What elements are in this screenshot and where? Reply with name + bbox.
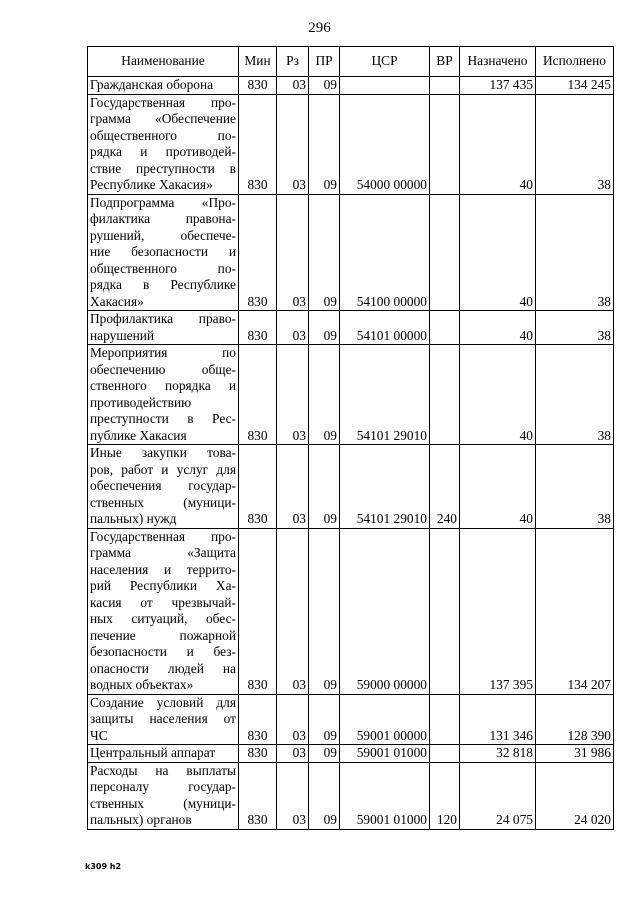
cell-assigned: 40 bbox=[460, 445, 536, 529]
cell-name bbox=[88, 194, 239, 311]
cell-executed: 134 245 bbox=[536, 77, 614, 95]
name-line: общественного по- bbox=[90, 127, 236, 143]
cell-vr bbox=[430, 311, 460, 345]
cell-pr: 09 bbox=[309, 345, 340, 445]
cell-rz: 03 bbox=[277, 94, 309, 194]
table-row bbox=[88, 445, 614, 529]
cell-executed: 38 bbox=[536, 345, 614, 445]
cell-min: 830 bbox=[239, 694, 277, 745]
name-line: Республике Хакасия» bbox=[90, 177, 213, 192]
cell-executed: 38 bbox=[536, 194, 614, 311]
cell-executed: 38 bbox=[536, 94, 614, 194]
cell-pr: 09 bbox=[309, 94, 340, 194]
name-line: противодействию bbox=[90, 394, 192, 410]
cell-rz: 03 bbox=[277, 194, 309, 311]
table-row bbox=[88, 311, 614, 345]
name-line: водных объектах» bbox=[90, 677, 194, 692]
name-line: рий Республики Ха- bbox=[90, 578, 236, 593]
name-line: Подпрограмма «Про- bbox=[90, 194, 236, 210]
cell-vr: 120 bbox=[430, 762, 460, 829]
cell-pr: 09 bbox=[309, 762, 340, 829]
cell-assigned: 24 075 bbox=[460, 762, 536, 829]
name-line: защиты населения от bbox=[90, 711, 236, 726]
header-vr: ВР bbox=[430, 47, 460, 77]
cell-min: 830 bbox=[239, 94, 277, 194]
table-row bbox=[88, 194, 614, 311]
header-assigned: Назначено bbox=[460, 47, 536, 77]
cell-csr: 59001 00000 bbox=[340, 694, 430, 745]
table-row bbox=[88, 745, 614, 763]
cell-csr: 54100 00000 bbox=[340, 194, 430, 311]
table-row bbox=[88, 694, 614, 745]
name-line: Иные закупки това- bbox=[90, 445, 236, 460]
budget-table bbox=[87, 46, 614, 830]
cell-vr bbox=[430, 694, 460, 745]
cell-csr: 54101 00000 bbox=[340, 311, 430, 345]
name-line: касия от чрезвычай- bbox=[90, 594, 236, 610]
cell-rz: 03 bbox=[277, 311, 309, 345]
cell-pr: 09 bbox=[309, 528, 340, 694]
cell-min: 830 bbox=[239, 311, 277, 345]
name-line: ственного порядка и bbox=[90, 378, 236, 393]
cell-rz: 03 bbox=[277, 694, 309, 745]
cell-min: 830 bbox=[239, 194, 277, 311]
cell-min: 830 bbox=[239, 445, 277, 529]
cell-vr bbox=[430, 194, 460, 311]
cell-rz: 03 bbox=[277, 77, 309, 95]
name-line: общественного по- bbox=[90, 260, 236, 276]
cell-min: 830 bbox=[239, 762, 277, 829]
cell-name bbox=[88, 445, 239, 529]
cell-name bbox=[88, 77, 239, 95]
name-line: персоналу государ- bbox=[90, 779, 236, 794]
name-line: публике Хакасия bbox=[90, 427, 187, 443]
cell-name bbox=[88, 94, 239, 194]
name-line: ных ситуаций, обес- bbox=[90, 611, 236, 626]
cell-assigned: 40 bbox=[460, 94, 536, 194]
cell-name bbox=[88, 694, 239, 745]
cell-vr bbox=[430, 528, 460, 694]
cell-name bbox=[88, 345, 239, 445]
cell-assigned: 40 bbox=[460, 194, 536, 311]
name-line: Государственная про- bbox=[90, 528, 236, 544]
name-line: Центральный аппарат bbox=[90, 745, 216, 760]
cell-assigned: 137 435 bbox=[460, 77, 536, 95]
name-line: Создание условий для bbox=[90, 694, 236, 710]
header-min: Мин bbox=[239, 47, 277, 77]
name-line: безопасности и без- bbox=[90, 644, 236, 659]
name-line: ственных (муници- bbox=[90, 494, 236, 510]
table-row bbox=[88, 762, 614, 829]
cell-min: 830 bbox=[239, 528, 277, 694]
name-line: преступности в Рес- bbox=[90, 411, 236, 426]
page-number: 296 bbox=[308, 20, 331, 36]
cell-pr: 09 bbox=[309, 311, 340, 345]
cell-assigned: 32 818 bbox=[460, 745, 536, 763]
cell-assigned: 40 bbox=[460, 311, 536, 345]
cell-pr: 09 bbox=[309, 445, 340, 529]
footer-code: k309 h2 bbox=[85, 862, 122, 871]
table-row bbox=[88, 94, 614, 194]
name-line: опасности людей на bbox=[90, 660, 236, 676]
name-line: ствие преступности в bbox=[90, 160, 236, 176]
cell-name bbox=[88, 528, 239, 694]
name-line: обеспечения государ- bbox=[90, 478, 236, 493]
cell-name bbox=[88, 745, 239, 763]
name-line: ров, работ и услуг для bbox=[90, 461, 236, 477]
header-csr: ЦСР bbox=[340, 47, 430, 77]
cell-vr bbox=[430, 345, 460, 445]
cell-assigned: 137 395 bbox=[460, 528, 536, 694]
cell-vr bbox=[430, 745, 460, 763]
cell-pr: 09 bbox=[309, 745, 340, 763]
header-name: Наименование bbox=[88, 47, 239, 77]
cell-executed: 31 986 bbox=[536, 745, 614, 763]
name-line: нарушений bbox=[90, 327, 155, 343]
cell-rz: 03 bbox=[277, 345, 309, 445]
cell-rz: 03 bbox=[277, 445, 309, 529]
name-line: ние безопасности и bbox=[90, 244, 236, 259]
name-line: рядка в Республике bbox=[90, 277, 236, 292]
cell-assigned: 40 bbox=[460, 345, 536, 445]
cell-pr: 09 bbox=[309, 694, 340, 745]
header-rz: Рз bbox=[277, 47, 309, 77]
cell-assigned: 131 346 bbox=[460, 694, 536, 745]
cell-csr: 59001 01000 bbox=[340, 762, 430, 829]
name-line: ственных (муници- bbox=[90, 795, 236, 811]
cell-rz: 03 bbox=[277, 528, 309, 694]
name-line: пальных) органов bbox=[90, 812, 192, 827]
name-line: Государственная про- bbox=[90, 94, 236, 110]
name-line: рядка и противодей- bbox=[90, 144, 236, 159]
name-line: Профилактика право- bbox=[90, 311, 236, 326]
table-row bbox=[88, 345, 614, 445]
header-executed: Исполнено bbox=[536, 47, 614, 77]
cell-name bbox=[88, 762, 239, 829]
cell-rz: 03 bbox=[277, 745, 309, 763]
table-header-row bbox=[88, 47, 614, 77]
cell-csr: 54101 29010 bbox=[340, 345, 430, 445]
cell-min: 830 bbox=[239, 745, 277, 763]
cell-executed: 38 bbox=[536, 311, 614, 345]
table-row bbox=[88, 528, 614, 694]
name-line: рушений, обеспече- bbox=[90, 227, 236, 243]
cell-name bbox=[88, 311, 239, 345]
cell-vr: 240 bbox=[430, 445, 460, 529]
cell-executed: 134 207 bbox=[536, 528, 614, 694]
cell-executed: 128 390 bbox=[536, 694, 614, 745]
name-line: ЧС bbox=[90, 727, 108, 743]
table-body bbox=[88, 77, 614, 830]
name-line: Хакасия» bbox=[90, 293, 144, 309]
name-line: обеспечению обще- bbox=[90, 361, 236, 377]
cell-pr: 09 bbox=[309, 194, 340, 311]
name-line: пальных) нужд bbox=[90, 511, 177, 526]
cell-vr bbox=[430, 94, 460, 194]
name-line: грамма «Защита bbox=[90, 545, 236, 560]
name-line: Гражданская оборона bbox=[90, 77, 214, 92]
name-line: Мероприятия по bbox=[90, 345, 236, 360]
cell-csr: 59000 00000 bbox=[340, 528, 430, 694]
name-line: населения и террито- bbox=[90, 561, 236, 577]
cell-rz: 03 bbox=[277, 762, 309, 829]
cell-min: 830 bbox=[239, 345, 277, 445]
cell-executed: 24 020 bbox=[536, 762, 614, 829]
cell-csr: 59001 01000 bbox=[340, 745, 430, 763]
cell-vr bbox=[430, 77, 460, 95]
cell-pr: 09 bbox=[309, 77, 340, 95]
cell-executed: 38 bbox=[536, 445, 614, 529]
cell-csr bbox=[340, 77, 430, 95]
cell-min: 830 bbox=[239, 77, 277, 95]
name-line: филактика правона- bbox=[90, 211, 236, 226]
header-pr: ПР bbox=[309, 47, 340, 77]
table-row bbox=[88, 77, 614, 95]
name-line: грамма «Обеспечение bbox=[90, 111, 236, 126]
name-line: Расходы на выплаты bbox=[90, 762, 236, 778]
name-line: печение пожарной bbox=[90, 627, 236, 643]
cell-csr: 54101 29010 bbox=[340, 445, 430, 529]
cell-csr: 54000 00000 bbox=[340, 94, 430, 194]
